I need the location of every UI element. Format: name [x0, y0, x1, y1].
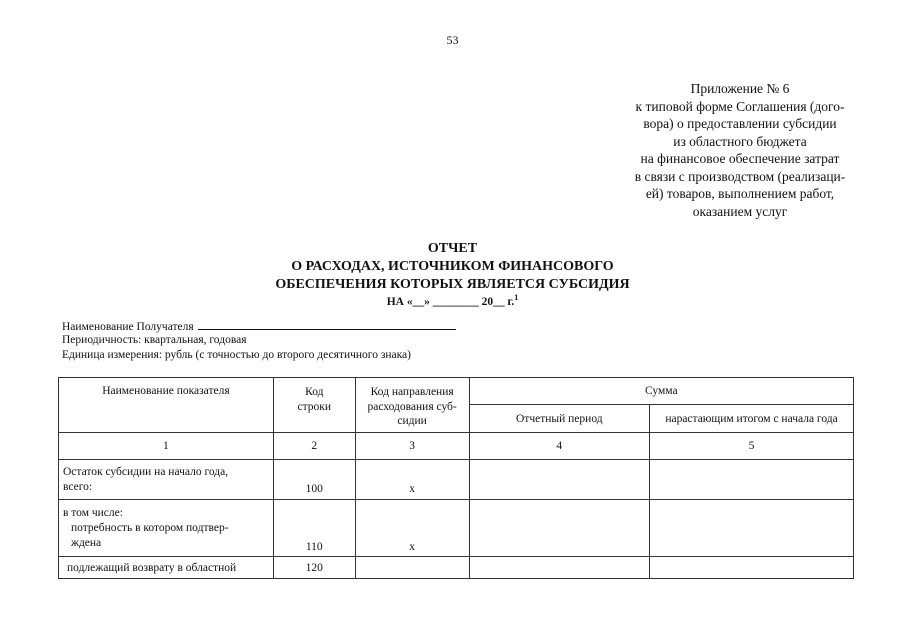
- recipient-blank-line: [198, 319, 456, 330]
- row-direction: [355, 557, 469, 579]
- report-title: [0, 240, 905, 310]
- row-label: [59, 460, 274, 500]
- row-label-line: потребность в котором подтвер-: [71, 522, 229, 534]
- report-date-line: [0, 294, 905, 310]
- header-code: [273, 378, 355, 433]
- header-indicator: Наименование показателя: [59, 378, 274, 433]
- header-code-line: Код: [305, 386, 324, 398]
- table-row: [59, 557, 854, 579]
- row-cumulative-value: [650, 460, 854, 500]
- column-numbers-row: [59, 433, 854, 460]
- col-number: 4: [469, 433, 650, 460]
- appendix-line: Приложение № 6: [690, 81, 790, 96]
- row-code: 110: [273, 500, 355, 557]
- header-sum: Сумма: [469, 378, 853, 405]
- appendix-line: к типовой форме Соглашения (дого-: [635, 98, 845, 114]
- appendix-line: в связи с производством (реализаци-: [634, 168, 846, 184]
- header-row: [59, 378, 854, 405]
- report-date: НА «__» ________ 20__ г.: [386, 296, 515, 308]
- row-period-value: [469, 500, 650, 557]
- title-line: ОБЕСПЕЧЕНИЯ КОТОРЫХ ЯВЛЯЕТСЯ СУБСИДИЯ: [275, 277, 630, 292]
- page-number: 53: [446, 33, 459, 47]
- appendix-line: вора) о предоставлении субсидии: [643, 116, 837, 131]
- col-number: 2: [273, 433, 355, 460]
- row-label-line: всего:: [63, 481, 93, 493]
- title-line: О РАСХОДАХ, ИСТОЧНИКОМ ФИНАНСОВОГО: [291, 259, 614, 274]
- row-direction: x: [355, 500, 469, 557]
- appendix-line: из областного бюджета: [673, 133, 807, 149]
- table-row: [59, 460, 854, 500]
- title-line: ОТЧЕТ: [427, 241, 478, 256]
- row-label: подлежащий возврату в областной: [59, 557, 274, 579]
- row-period-value: [469, 460, 650, 500]
- appendix-line: на финансовое обеспечение затрат: [640, 151, 840, 166]
- header-direction: [355, 378, 469, 433]
- footnote-mark: 1: [514, 293, 519, 303]
- report-table: [58, 377, 854, 579]
- row-cumulative-value: [650, 557, 854, 579]
- row-label-line: Остаток субсидии на начало года,: [63, 466, 229, 478]
- appendix-line: ей) товаров, выполнением работ,: [645, 186, 835, 201]
- appendix-line: оказанием услуг: [692, 203, 788, 219]
- header-direction-line: Код направления: [370, 386, 454, 398]
- col-number: 3: [355, 433, 469, 460]
- periodicity: Периодичность: квартальная, годовая: [62, 334, 247, 346]
- appendix-note: [590, 80, 890, 220]
- row-label-line: в том числе:: [63, 507, 123, 519]
- header-direction-line: расходования суб-: [367, 400, 457, 413]
- table-row: [59, 500, 854, 557]
- header-cumulative: нарастающим итогом с начала года: [650, 405, 854, 433]
- row-label-line: ждена: [71, 537, 102, 549]
- unit-of-measure: Единица измерения: рубль (с точностью до второго десятичного знака): [62, 349, 411, 361]
- row-cumulative-value: [650, 500, 854, 557]
- row-label: [59, 500, 274, 557]
- header-code-line: строки: [297, 401, 332, 413]
- row-period-value: [469, 557, 650, 579]
- row-code: 120: [273, 557, 355, 579]
- header-period: Отчетный период: [469, 405, 650, 433]
- row-direction: x: [355, 460, 469, 500]
- col-number: 1: [59, 433, 274, 460]
- row-code: 100: [273, 460, 355, 500]
- recipient-label: Наименование Получателя: [62, 321, 194, 333]
- header-direction-line: сидии: [397, 415, 427, 427]
- recipient-row: [62, 319, 456, 333]
- col-number: 5: [650, 433, 854, 460]
